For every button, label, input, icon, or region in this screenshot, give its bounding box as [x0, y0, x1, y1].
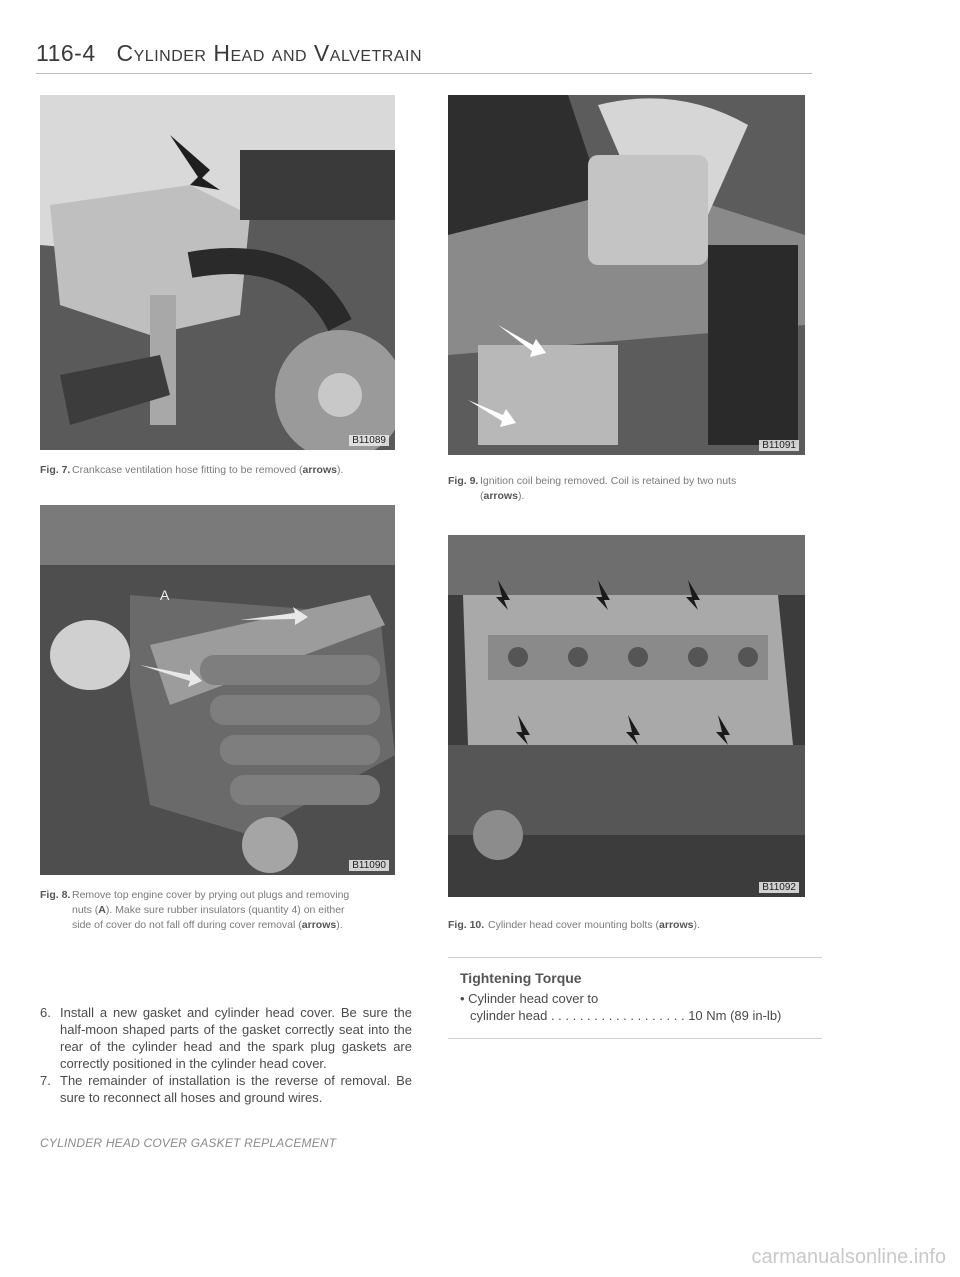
step-number: 6. — [40, 1005, 51, 1020]
step-text: Install a new gasket and cylinder head cover. Be sure the half-moon shaped parts of the gasket correctly seat into the rear of the cylinder head and the spark plug gaskets are correctly positioned in the cylinder head cover. — [60, 1005, 412, 1071]
figure-code: B11091 — [759, 440, 799, 451]
step-number: 7. — [40, 1073, 51, 1088]
figure-code: B11089 — [349, 435, 389, 446]
figure-9-photo — [448, 95, 805, 455]
figure-10-caption: Fig. 10. Cylinder head cover mounting bolts (arrows). — [448, 919, 700, 931]
page-title: Cylinder Head and Valvetrain — [116, 40, 423, 66]
engine-photo-illustration — [448, 535, 805, 897]
tightening-torque-box — [448, 957, 822, 1039]
figure-code: B11090 — [349, 860, 389, 871]
figure-8-photo — [40, 505, 395, 875]
figure-7-caption: Fig. 7. Crankcase ventilation hose fitting to be removed (arrows). — [40, 464, 344, 476]
step-text: The remainder of installation is the reverse of removal. Be sure to reconnect all hoses and ground wires. — [60, 1073, 412, 1105]
page-header — [36, 40, 812, 74]
engine-photo-illustration — [40, 95, 395, 450]
torque-line-2: cylinder head . . . . . . . . . . . . . . . . . . . 10 Nm (89 in-lb) — [470, 1008, 782, 1023]
engine-photo-illustration — [40, 505, 395, 875]
step-7 — [40, 1072, 412, 1106]
figure-8-caption: Fig. 8. Remove top engine cover by prying out plugs and removing nuts (A). Make sure rubber insulators (quantity 4) on either side of cover do not fall off during cover removal (arrows). — [40, 889, 350, 931]
figure-code: B11092 — [759, 882, 799, 893]
section-footer: CYLINDER HEAD COVER GASKET REPLACEMENT — [40, 1136, 337, 1150]
page-number: 116-4 — [36, 40, 96, 66]
figure-7-photo — [40, 95, 395, 450]
torque-title: Tightening Torque — [460, 970, 582, 986]
watermark: carmanualsonline.info — [751, 1246, 946, 1268]
engine-photo-illustration — [448, 95, 805, 455]
figure-10-photo — [448, 535, 805, 897]
label-a-marker: A — [160, 587, 170, 603]
step-6 — [40, 1004, 412, 1072]
torque-line-1: • Cylinder head cover to — [460, 991, 599, 1006]
procedure-steps — [40, 1004, 412, 1106]
figure-9-caption: Fig. 9. Ignition coil being removed. Coil is retained by two nuts (arrows). — [448, 475, 737, 502]
